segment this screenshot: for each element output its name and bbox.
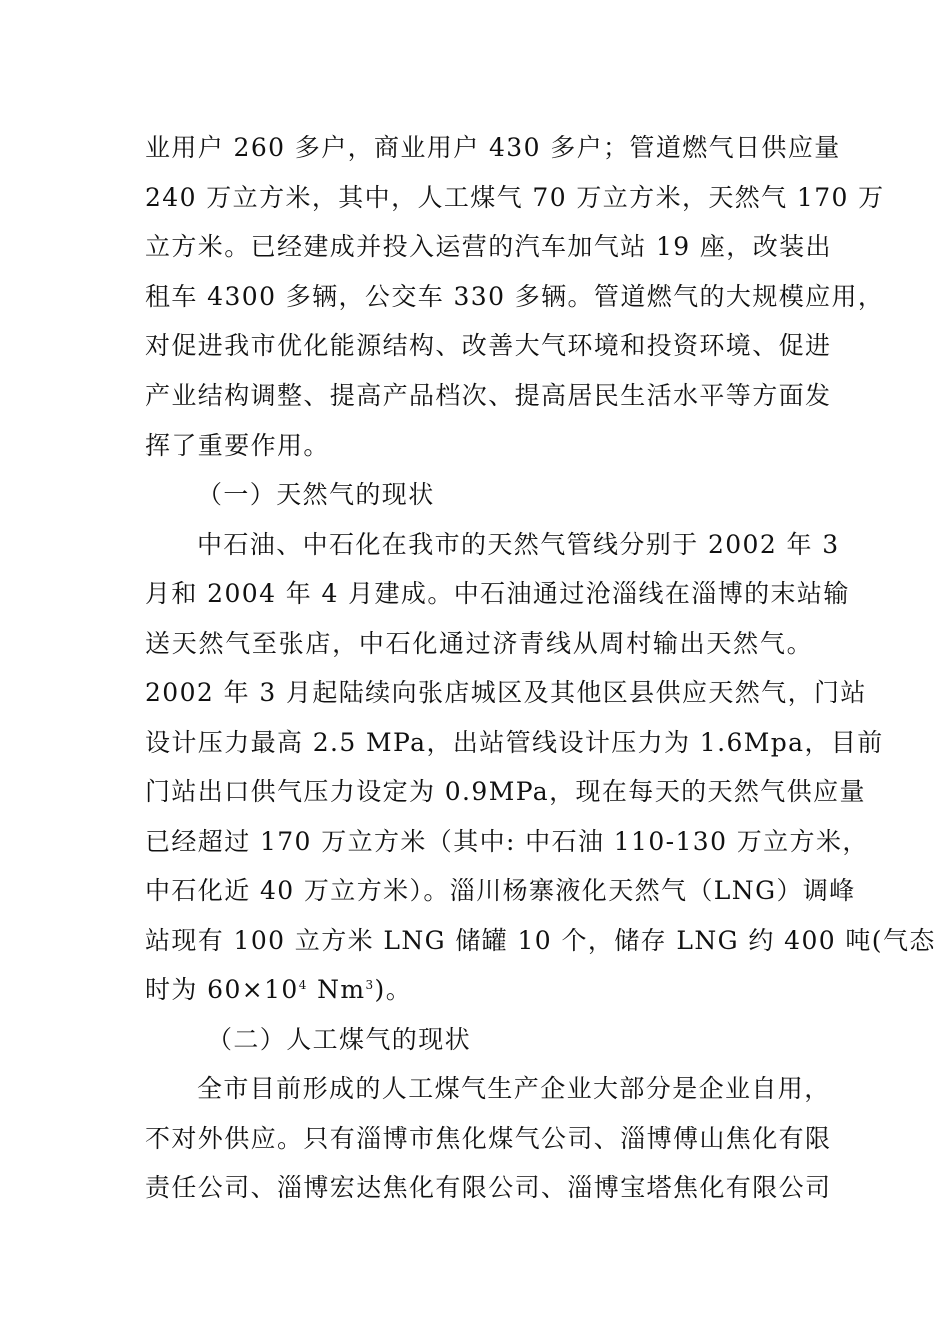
superscript: 4 [298, 978, 308, 992]
text-fragment: 时为 60×10 [145, 975, 299, 1004]
text-line: 租车 4300 多辆，公交车 330 多辆。管道燃气的大规模应用， [145, 282, 885, 311]
superscript: 3 [365, 978, 375, 992]
text-line: 产业结构调整、提高产品档次、提高居民生活水平等方面发 [145, 381, 832, 410]
text-line: 中石油、中石化在我市的天然气管线分别于 2002 年 3 [197, 530, 840, 559]
text-line: 门站出口供气压力设定为 0.9MPa，现在每天的天然气供应量 [145, 777, 866, 806]
text-line [145, 970, 412, 1010]
text-line: 设计压力最高 2.5 MPa，出站管线设计压力为 1.6Mpa，目前 [145, 728, 884, 757]
text-line: 240 万立方米，其中，人工煤气 70 万立方米，天然气 170 万 [145, 183, 885, 212]
text-line: 挥了重要作用。 [145, 431, 330, 460]
text-line: 不对外供应。只有淄博市焦化煤气公司、淄博傅山焦化有限 [145, 1124, 832, 1153]
text-fragment: Nm [307, 975, 366, 1004]
text-line: 中石化近 40 万立方米）。淄川杨寨液化天然气（LNG）调峰 [145, 876, 856, 905]
text-fragment: )。 [374, 975, 413, 1004]
text-line: 站现有 100 立方米 LNG 储罐 10 个，储存 LNG 约 400 吨(气态 [145, 926, 936, 955]
text-line: 2002 年 3 月起陆续向张店城区及其他区县供应天然气，门站 [145, 678, 867, 707]
text-line: 月和 2004 年 4 月建成。中石油通过沧淄线在淄博的末站输 [145, 579, 850, 608]
section-heading: （二）人工煤气的现状 [207, 1025, 472, 1054]
text-line: 对促进我市优化能源结构、改善大气环境和投资环境、促进 [145, 331, 832, 360]
text-line: 业用户 260 多户，商业用户 430 多户；管道燃气日供应量 [145, 133, 841, 162]
text-line: 全市目前形成的人工煤气生产企业大部分是企业自用， [197, 1074, 831, 1103]
section-heading: （一）天然气的现状 [197, 480, 435, 509]
text-line: 已经超过 170 万立方米（其中: 中石油 110-130 万立方米， [145, 827, 869, 856]
text-line: 责任公司、淄博宏达焦化有限公司、淄博宝塔焦化有限公司 [145, 1173, 832, 1202]
text-line: 立方米。已经建成并投入运营的汽车加气站 19 座，改装出 [145, 232, 832, 261]
text-line: 送天然气至张店，中石化通过济青线从周村输出天然气。 [145, 629, 813, 658]
